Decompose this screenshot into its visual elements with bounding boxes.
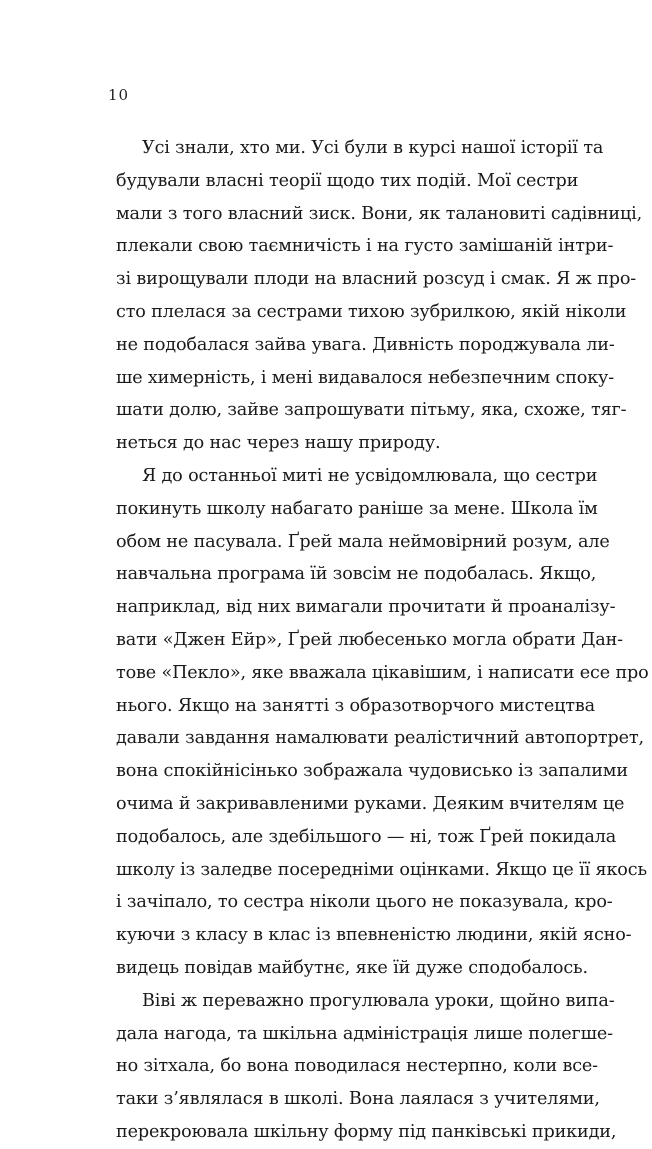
text-line: мали з того власний зиск. Вони, як талановиті садівниці, (116, 203, 643, 224)
text-line: шати долю, зайве запрошувати пітьму, яка, схоже, тяг- (116, 400, 627, 421)
page-number: 10 (108, 86, 130, 104)
text-line: нього. Якщо на занятті з образотворчого мистецтва (116, 695, 595, 716)
text-line: вати «Джен Ейр», Ґрей любесенько могла обрати Дан- (116, 629, 623, 650)
text-line: будували власні теорії щодо тих подій. Мої сестри (116, 170, 579, 191)
text-line: обом не пасувала. Ґрей мала неймовірний розум, але (116, 531, 610, 552)
text-line: перекроювала шкільну форму під панківські прикиди, (116, 1121, 617, 1142)
text-line: куючи з класу в клас із впевненістю людини, якій ясно- (116, 925, 632, 946)
text-line: вона спокійнісінько зображала чудовисько із запалими (116, 761, 628, 782)
text-line: покинуть школу набагато раніше за мене. Школа їм (116, 498, 598, 519)
text-line: навчальна програма їй зовсім не подобалась. Якщо, (116, 564, 597, 585)
text-line: плекали свою таємничість і на густо замішаній інтри- (116, 236, 614, 257)
text-line: видець повідав майбутнє, яке їй дуже сподобалось. (116, 957, 588, 978)
text-line: подобалось, але здебільшого — ні, тож Ґрей покидала (116, 826, 617, 847)
text-line: ше химерність, і мені видавалося небезпечним споку- (116, 367, 615, 388)
text-line: не подобалася зайва увага. Дивність породжувала ли- (116, 334, 615, 355)
text-line: но зітхала, бо вона поводилася нестерпно, коли все- (116, 1056, 598, 1077)
text-line: Усі знали, хто ми. Усі були в курсі нашої історії та (142, 138, 604, 158)
text-line: Я до останньої миті не усвідомлювала, що сестри (142, 465, 598, 486)
text-line: давали завдання намалювати реалістичний автопортрет, (116, 728, 644, 749)
text-line: таки з’являлася в школі. Вона лаялася з учителями, (116, 1089, 600, 1110)
text-line: наприклад, від них вимагали прочитати й проаналізу- (116, 597, 616, 618)
text-line: школу із заледве посередніми оцінками. Якщо це її якось (116, 859, 647, 880)
text-line: Віві ж переважно прогулювала уроки, щойно випа- (142, 990, 615, 1011)
text-line: сто плелася за сестрами тихою зубрилкою, якій ніколи (116, 301, 627, 322)
text-line: дала нагода, та шкільна адміністрація лише полегше- (116, 1023, 613, 1044)
body-text (116, 132, 649, 1149)
text-line: тове «Пекло», яке вважала цікавішим, і написати есе про (116, 662, 649, 683)
text-line: зі вирощували плоди на власний розсуд і смак. Я ж про- (116, 269, 637, 290)
text-line: неться до нас через нашу природу. (116, 433, 441, 454)
text-line: і зачіпало, то сестра ніколи цього не показувала, кро- (116, 892, 613, 913)
text-line: очима й закривавленими руками. Деяким вчителям це (116, 793, 625, 814)
